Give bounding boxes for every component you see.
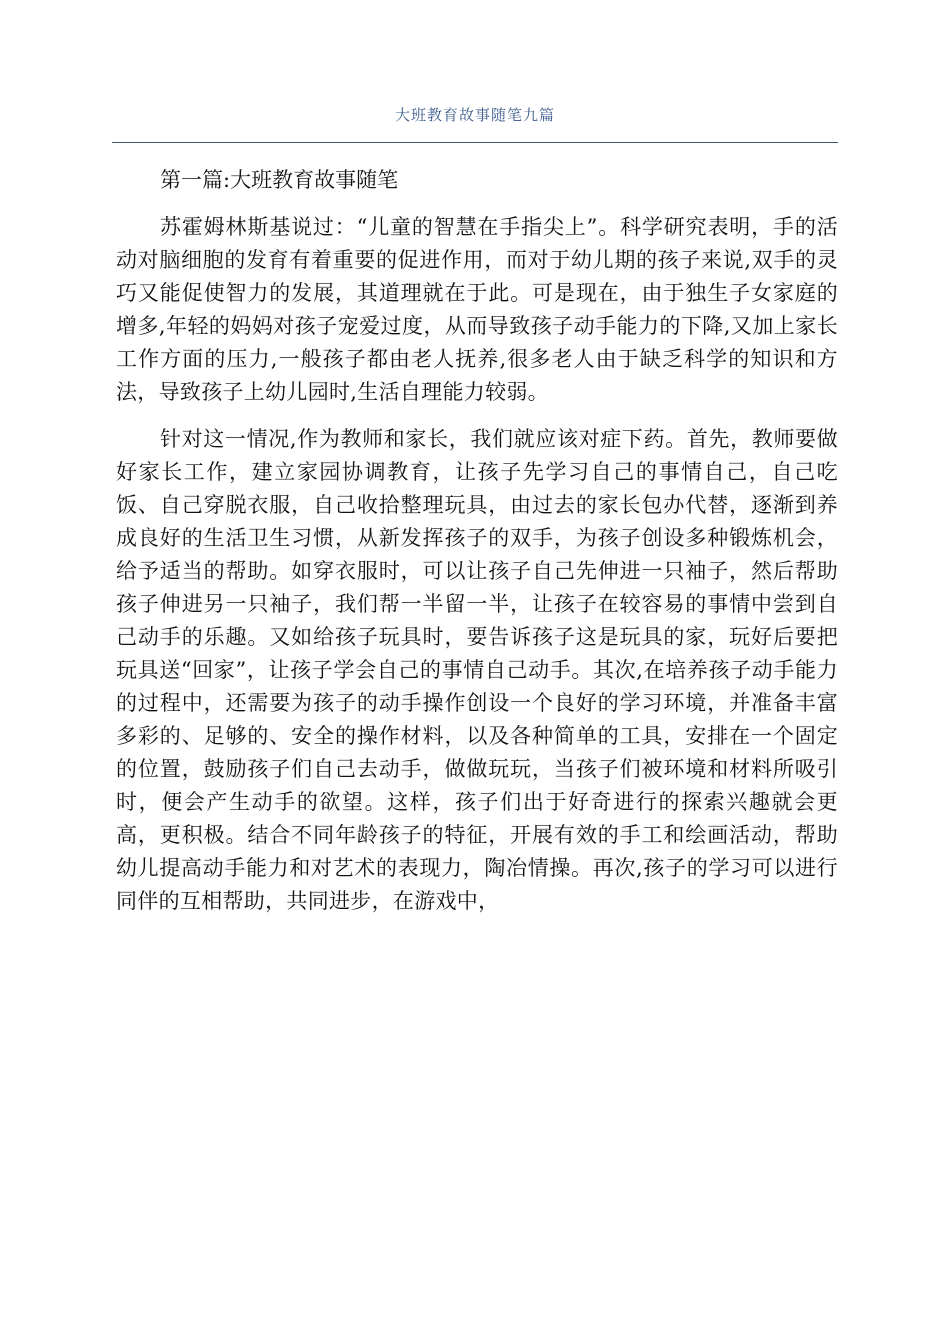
header-divider [112, 142, 838, 143]
paragraph-1: 苏霍姆林斯基说过：“儿童的智慧在手指尖上”。科学研究表明，手的活动对脑细胞的发育有着重要的促进作用，而对于幼儿期的孩子来说,双手的灵巧又能促使智力的发展，其道理就在于此。可是现在，由于独生子女家庭的增多,年轻的妈妈对孩子宠爱过度，从而导致孩子动手能力的下降,又加上家长工作方面的压力,一般孩子都由老人抚养,很多老人由于缺乏科学的知识和方法，导致孩子上幼儿园时,生活自理能力较弱。 [116, 215, 838, 404]
paragraph-2: 针对这一情况,作为教师和家长，我们就应该对症下药。首先，教师要做好家长工作，建立家园协调教育，让孩子先学习自己的事情自己，自己吃饭、自己穿脱衣服，自己收拾整理玩具，由过去的家长包办代替，逐渐到养成良好的生活卫生习惯，从新发挥孩子的双手，为孩子创设多种锻炼机会，给予适当的帮助。如穿衣服时，可以让孩子自己先伸进一只袖子，然后帮助孩子伸进另一只袖子，我们帮一半留一半，让孩子在较容易的事情中尝到自己动手的乐趣。又如给孩子玩具时，要告诉孩子这是玩具的家，玩好后要把玩具送“回家”，让孩子学会自己的事情自己动手。其次,在培养孩子动手能力的过程中，还需要为孩子的动手操作创设一个良好的学习环境，并准备丰富多彩的、足够的、安全的操作材料，以及各种简单的工具，安排在一个固定的位置，鼓励孩子们自己去动手，做做玩玩，当孩子们被环境和材料所吸引时，便会产生动手的欲望。这样，孩子们出于好奇进行的探索兴趣就会更高，更积极。结合不同年龄孩子的特征，开展有效的手工和绘画活动，帮助幼儿提高动手能力和对艺术的表现力，陶冶情操。再次,孩子的学习可以进行同伴的互相帮助，共同进步，在游戏中， [116, 427, 838, 913]
section-title: 第一篇:大班教育故事随笔 [160, 168, 399, 192]
document-header-title: 大班教育故事随笔九篇 [394, 106, 555, 124]
document-body [116, 160, 838, 918]
